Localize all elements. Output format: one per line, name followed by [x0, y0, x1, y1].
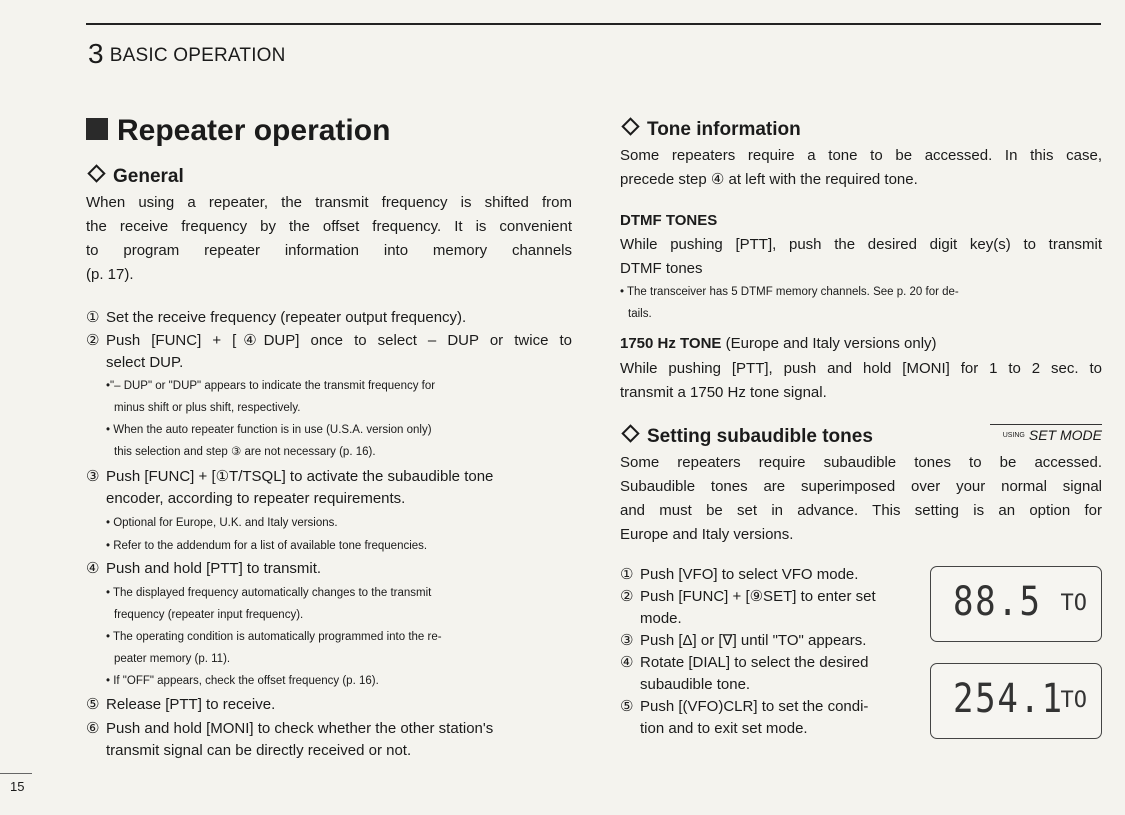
section-title: Repeater operation [86, 114, 390, 148]
dtmf-text: While pushing [PTT], push the desired digit key(s) to transmit DTMF tones [620, 236, 1102, 277]
hz-tone-text: While pushing [PTT], push and hold [MONI] for 1 to 2 sec. to transmit a 1750 Hz tone signal. [620, 360, 1102, 401]
set-step-4: ④ Rotate [DIAL] to select the desired subaudible tone. [620, 654, 869, 693]
set-step-5: ⑤ Push [(VFO)CLR] to set the condi- tion and to exit set mode. [620, 698, 869, 737]
tone-info-heading: Tone information [620, 119, 801, 141]
note-step2-b-cont: this selection and step ③ are not necessary (p. 16). [114, 446, 376, 458]
step-1: ① Set the receive frequency (repeater output frequency). [86, 309, 467, 326]
subaudible-text: Some repeaters require subaudible tones to be accessed. Subaudible tones are superimposed over your normal signal and must be set in advance. This setting is an option for Europe and Italy versions. [620, 454, 1102, 543]
note-step4-a-cont: frequency (repeater input frequency). [114, 609, 304, 621]
lcd-frequency: 254.1 [953, 676, 1064, 722]
general-heading: General [86, 166, 184, 188]
lcd-display-2 [930, 663, 1102, 739]
lcd-frequency: 88.5 [953, 579, 1042, 625]
subaudible-heading: Setting subaudible tones [620, 426, 873, 448]
dtmf-heading: DTMF TONES [620, 212, 718, 229]
note-step2-a-cont: minus shift or plus shift, respectively. [114, 402, 301, 414]
step-2: ② Push [FUNC] + [④DUP] once to select – DUP or twice to select DUP. [86, 332, 572, 371]
top-rule [86, 23, 1101, 25]
lcd-mode: TO [1060, 591, 1087, 616]
set-step-2: ② Push [FUNC] + [⑨SET] to enter set mode. [620, 588, 876, 627]
square-bullet-icon [86, 118, 108, 140]
general-intro: When using a repeater, the transmit frequency is shifted from the receive frequency by the offset frequency. It is convenient to program repeater information into memory channels (p. 17). [86, 194, 572, 283]
set-step-1: ① Push [VFO] to select VFO mode. [620, 566, 859, 583]
note-step4-b: • The operating condition is automatically programmed into the re- [106, 631, 442, 643]
lcd-display-1 [930, 566, 1102, 642]
dtmf-note: • The transceiver has 5 DTMF memory channels. See p. 20 for de- [620, 286, 959, 298]
note-step2-b: • When the auto repeater function is in use (U.S.A. version only) [106, 424, 432, 436]
dtmf-note-cont: tails. [628, 308, 652, 320]
step-3: ③ Push [FUNC] + [①T/TSQL] to activate the subaudible tone encoder, according to repeater requirements. [86, 468, 494, 507]
page-number: 15 [10, 779, 25, 794]
note-step4-c: • If "OFF" appears, check the offset frequency (p. 16). [106, 675, 379, 687]
note-step4-b-cont: peater memory (p. 11). [114, 653, 231, 665]
chapter-header [88, 38, 286, 70]
diamond-bullet-icon [87, 164, 105, 182]
step-5: ⑤ Release [PTT] to receive. [86, 696, 276, 713]
set-mode-badge: $^{USING}$ SET MODE [990, 424, 1102, 443]
lcd-mode: TO [1060, 688, 1087, 713]
set-step-3: ③ Push [Δ] or [∇] until "TO" appears. [620, 632, 867, 649]
step-4: ④ Push and hold [PTT] to transmit. [86, 560, 322, 577]
chapter-title: BASIC OPERATION [109, 45, 286, 66]
diamond-bullet-icon [621, 117, 639, 135]
chapter-number: 3 [88, 38, 104, 69]
page-number-rule [0, 773, 32, 774]
diamond-bullet-icon [621, 424, 639, 442]
note-step3-b: • Refer to the addendum for a list of available tone frequencies. [106, 540, 428, 552]
hz-tone-heading: 1750 Hz TONE (Europe and Italy versions only) [620, 335, 937, 352]
step-6: ⑥ Push and hold [MONI] to check whether the other station's transmit signal can be directly received or not. [86, 720, 494, 759]
tone-info-text: Some repeaters require a tone to be accessed. In this case, precede step ④ at left with the required tone. [620, 147, 1102, 188]
note-step2-a: •"– DUP" or "DUP" appears to indicate the transmit frequency for [106, 380, 436, 392]
note-step3-a: • Optional for Europe, U.K. and Italy versions. [106, 517, 338, 529]
note-step4-a: • The displayed frequency automatically changes to the transmit [106, 587, 432, 599]
